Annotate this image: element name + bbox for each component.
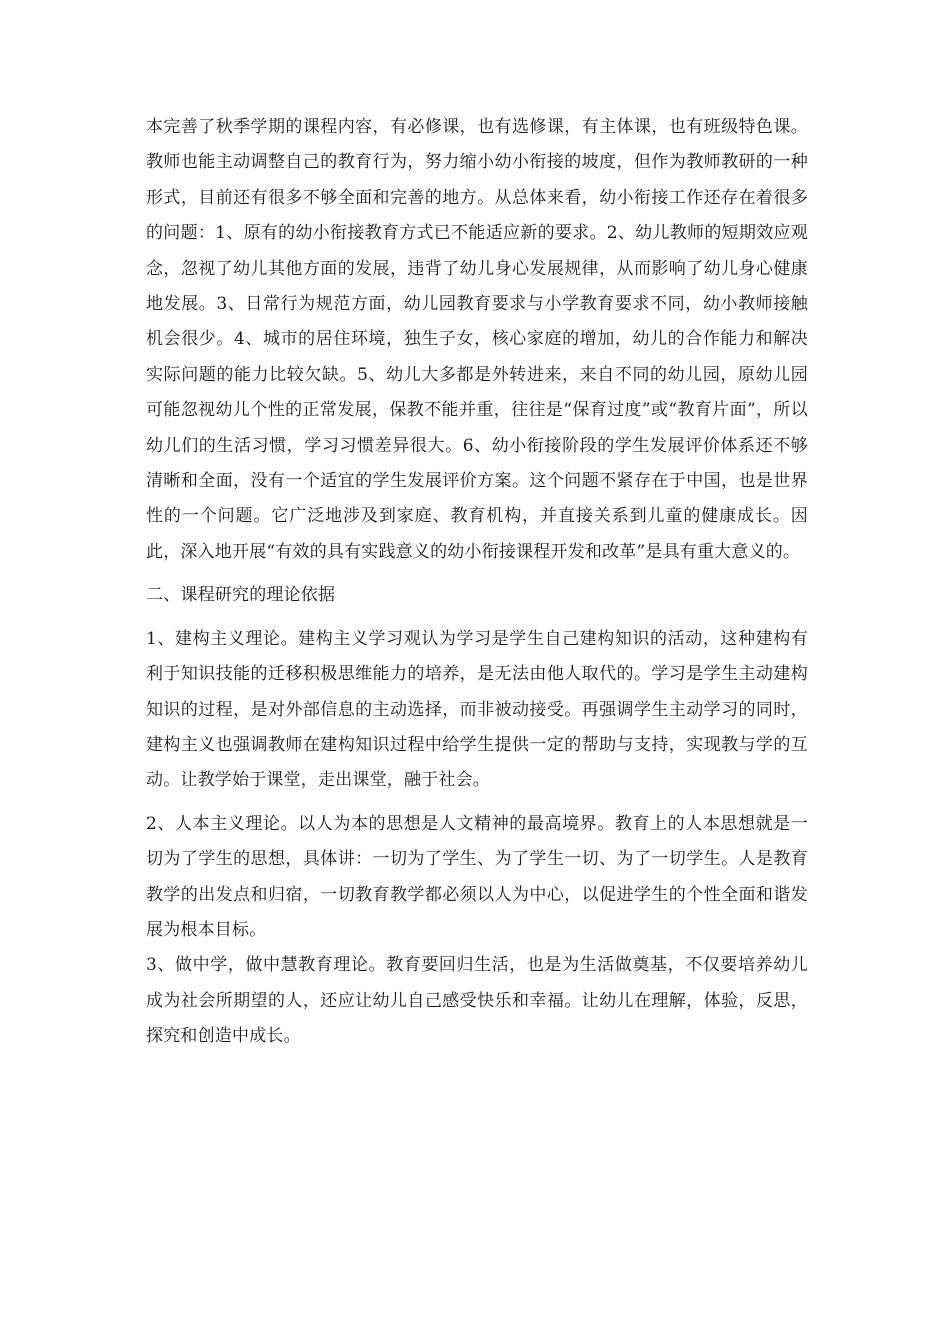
paragraph-humanism: 2、人本主义理论。以人为本的思想是人文精神的最高境界。教育上的人本思想就是一切为了学生的思想，具体讲：一切为了学生、为了学生一切、为了一切学生。人是教育教学的出发点和归宿，一切教育教学都必须以人为中心，以促进学生的个性全面和谐发展为根本目标。 (146, 813, 808, 940)
paragraph-problems: 本完善了秋季学期的课程内容，有必修课，也有选修课，有主体课，也有班级特色课。教师也能主动调整自己的教育行为，努力缩小幼小衔接的坡度，但作为教师教研的一种形式，目前还有很多不够全面和完善的地方。从总体来看，幼小衔接工作还存在着很多的问题：1、原有的幼小衔接教育方式已不能适应新的要求。2、幼儿教师的短期效应观念，忽视了幼儿其他方面的发展，违背了幼儿身心发展规律，从而影响了幼儿身心健康地发展。3、日常行为规范方面，幼儿园教育要求与小学教育要求不同，幼小教师接触机会很少。4、城市的居住环境，独生子女，核心家庭的增加，幼儿的合作能力和解决实际问题的能力比较欠缺。5、幼儿大多都是外转进来，来自不同的幼儿园，原幼儿园可能忽视幼儿个性的正常发展，保教不能并重，往往是“保育过度”或“教育片面”，所以幼儿们的生活习惯，学习习惯差异很大。6、幼小衔接阶段的学生发展评价体系还不够清晰和全面，没有一个适宜的学生发展评价方案。这个问题不紧存在于中国，也是世界性的一个问题。它广泛地涉及到家庭、教育机构，并直接关系到儿童的健康成长。因此，深入地开展“有效的具有实践意义的幼小衔接课程开发和改革”是具有重大意义的。 (146, 117, 808, 562)
section-heading-theory: 二、课程研究的理论依据 (146, 585, 336, 606)
paragraph-constructivism: 1、建构主义理论。建构主义学习观认为学习是学生自己建构知识的活动，这种建构有利于知识技能的迁移积极思维能力的培养，是无法由他人取代的。学习是学生主动建构知识的过程，是对外部信息的主动选择，而非被动接受。再强调学生主动学习的同时，建构主义也强调教师在建构知识过程中给学生提供一定的帮助与支持，实现教与学的互动。让教学始于课堂，走出课堂，融于社会。 (146, 628, 808, 791)
paragraph-learning-by-doing: 3、做中学，做中慧教育理论。教育要回归生活，也是为生活做奠基，不仅要培养幼儿成为社会所期望的人，还应让幼儿自己感受快乐和幸福。让幼儿在理解，体验，反思，探究和创造中成长。 (146, 955, 808, 1047)
document-body (146, 110, 808, 1055)
